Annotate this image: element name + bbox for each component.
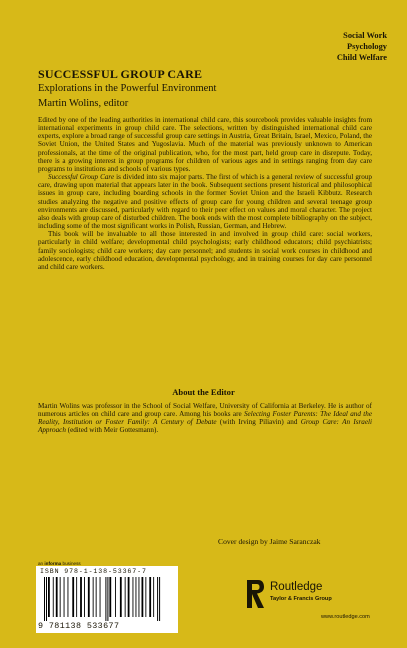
barcode-bar [115,577,116,617]
barcode-bar [88,577,90,617]
barcode-bar [44,577,45,621]
barcode-bar [56,577,58,617]
barcode-bar [136,577,137,617]
about-text-3: (edited with Meir Gottesmann). [65,426,159,435]
barcode-bar [60,577,61,617]
subject-psychology: Psychology [346,42,387,51]
barcode-bar [76,577,77,617]
book-subtitle: Explorations in the Powerful Environment [38,83,217,94]
subject-social-work: Social Work [343,31,387,40]
subject-categories [337,30,387,63]
barcode-bar [159,577,160,621]
about-book-1: Selecting Foster Parents: The Ideal and the Reality, Institution or Foster Family: A Century of Debate [38,410,372,427]
publisher-group: Taylor & Francis Group [270,596,332,602]
barcode-bar [133,577,134,617]
barcode-bar [84,577,85,617]
about-book-2: Group Care: An Israeli Approach [38,418,372,435]
barcode-bar [72,577,74,617]
barcode-bar [125,577,126,617]
barcode-bar [149,577,151,617]
barcode-bar [157,577,158,621]
barcode-bar [145,577,146,617]
description-paragraph-2-text: is divided into six major parts. The first of which is a general review of successful group care, drawing upon material that appears later in the book. Subsequent sections present historical and philosophical issues in group care, including boarding schools in the former Soviet Union and the Israeli Kibbutz. Research studies analyzing the negative and positive effects of group care for young children and several teenage group environments are discussed, particularly with regard to their peer effect on values and moral character. The project also deals with group care of disturbed children. The book ends with the most complete bibliography on the subject, including some of the most significant works in Polish, Russian, German, and Hebrew. [38,173,372,231]
routledge-r-icon [245,579,265,609]
barcode-bar [53,577,54,617]
description-paragraph-2 [38,173,372,230]
publisher-url: www.routledge.com [321,614,370,620]
barcode-bar [64,577,65,617]
about-text-2: (with Irving Piliavin) and [216,418,301,427]
barcode-bars [42,577,172,621]
barcode-bar [120,577,122,617]
barcode-bar [46,577,47,621]
barcode-bar [68,577,69,617]
about-editor-heading: About the Editor [172,387,235,397]
barcode-bar [96,577,97,617]
isbn-barcode [36,566,178,633]
barcode-bar [48,577,50,617]
book-description [38,116,372,271]
informa-prefix: an [38,561,45,566]
about-text-1: Martin Wolins was professor in the School of Social Welfare, University of California at Berkeley. He is author of numerous articles on child care and group care. Among his books are [38,402,372,419]
subject-child-welfare: Child Welfare [336,53,387,62]
barcode-bar [109,577,111,617]
barcode-bar [128,577,130,617]
informa-suffix: business [61,561,81,566]
barcode-bar [153,577,154,617]
barcode-bar [105,577,106,621]
isbn-label: ISBN 978-1-138-53367-7 [40,568,147,575]
barcode-number: 9 781138 533677 [38,621,120,631]
cover-design-credit: Cover design by Jaime Saranczak [218,537,321,546]
publisher-name: Routledge [270,581,323,593]
description-paragraph-1: Edited by one of the leading authorities in international child care, this sourcebook provides valuable insights from international experiments in group child care. The selections, written by distinguished international child care experts, explore a broad range of successful group care settings in Austria, Great Britain, Israel, Mexico, Poland, the Soviet Union, the United States and Yugoslavia. Much of the material was previously unknown to American professionals, at the time of the original publication, who, for the most part, held group care in disrepute. Today, there is a growing interest in group programs for children of various ages and in settings ranging from day care programs to institutions and schools of various types. [38,116,372,173]
barcode-bar [93,577,94,617]
informa-brand: informa [44,561,62,566]
description-paragraph-3: This book will be invaluable to all those interested in and involved in group child care: social workers, particularly in child welfare; developmental child psychologists; early childhood educators; child psychiatrists; family sociologists; child care workers; day care personnel; and students in social work courses in childhood and adolescence, early childhood education, developmental psychology, and in training courses for day care personnel and child care workers. [38,230,372,271]
book-editor: Martin Wolins, editor [38,98,129,109]
about-editor-text [38,402,372,435]
description-book-title: Successful Group Care [48,173,115,182]
barcode-bar [142,577,144,617]
barcode-bar [107,577,108,621]
barcode-bar [139,577,140,617]
barcode-bar [80,577,82,617]
book-title: SUCCESSFUL GROUP CARE [38,67,203,81]
barcode-bar [100,577,101,617]
